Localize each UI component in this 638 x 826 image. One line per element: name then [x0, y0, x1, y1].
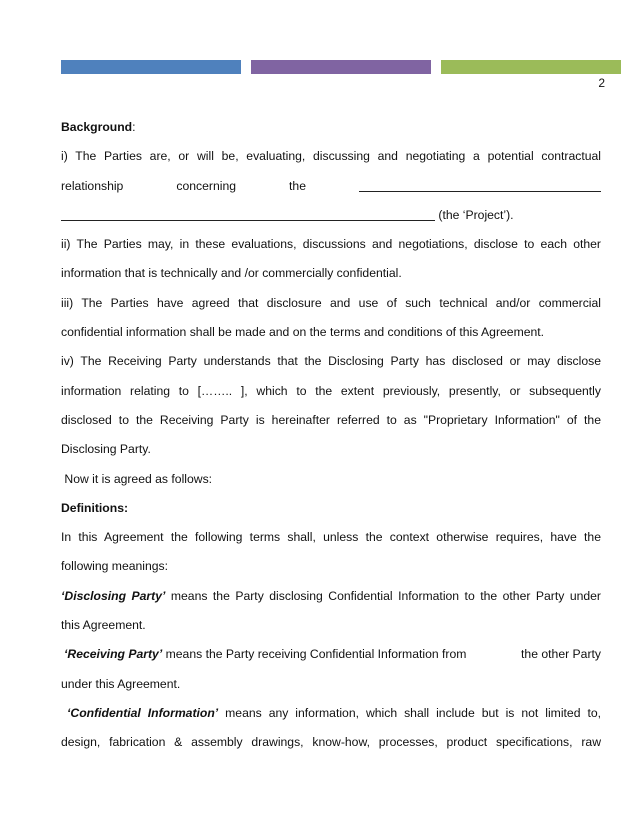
- definitions-intro-line-1: In this Agreement the following terms shall, unless the context otherwise requires, have the: [61, 530, 601, 545]
- agreed-line: Now it is agreed as follows:: [61, 471, 213, 486]
- item-iv-line-4: Disclosing Party.: [61, 442, 151, 457]
- item-iii-line-1: iii) The Parties have agreed that disclosure and use of such technical and/or commercial: [61, 295, 601, 310]
- receiving-party-definition-tail: the other Party: [521, 647, 601, 662]
- background-heading: Background: [61, 120, 133, 134]
- confidential-info-line-2: design, fabrication & assembly drawings, know-how, processes, product specifications, raw: [61, 735, 601, 750]
- item-ii-line-2: information that is technically and /or commercially confidential.: [61, 266, 402, 281]
- item-i-word-the: the: [289, 178, 306, 193]
- background-heading-line: [61, 113, 601, 142]
- document-body: [61, 113, 601, 758]
- item-i-word-concerning: concerning: [176, 178, 236, 193]
- project-blank-1: [359, 177, 601, 192]
- disclosing-party-line-1: [61, 582, 601, 611]
- item-i-word-relationship: relationship: [61, 178, 124, 193]
- item-iii-line-2: confidential information shall be made and on the terms and conditions of this Agreement.: [61, 325, 545, 340]
- receiving-party-definition: means the Party receiving Confidential Information from: [162, 647, 467, 662]
- item-i-line-3: [61, 201, 601, 230]
- definitions-intro-line-2: following meanings:: [61, 559, 169, 574]
- item-ii-line-1: ii) The Parties may, in these evaluations, discussions and negotiations, disclose to each other: [61, 237, 601, 252]
- project-label: (the ‘Project’).: [438, 207, 514, 222]
- item-i-line-1: i) The Parties are, or will be, evaluating, discussing and negotiating a potential contractual: [61, 149, 601, 164]
- confidential-info-term: ‘Confidential Information’: [67, 705, 219, 720]
- disclosing-party-term: ‘Disclosing Party’: [61, 588, 166, 603]
- header-band-purple: [251, 60, 431, 74]
- disclosing-party-definition: means the Party disclosing Confidential Information to the other Party under: [165, 588, 601, 603]
- page-number: 2: [598, 76, 605, 90]
- receiving-party-line-2: under this Agreement.: [61, 676, 181, 691]
- header-band-blue: [61, 60, 241, 74]
- disclosing-party-line-2: this Agreement.: [61, 618, 146, 633]
- confidential-info-definition: means any information, which shall include but is not limited to,: [218, 705, 601, 720]
- item-i-line-2: [61, 172, 601, 201]
- header-band-green: [441, 60, 621, 74]
- project-blank-2: [61, 206, 435, 221]
- confidential-info-line-1: [61, 699, 601, 728]
- item-iv-line-2: information relating to […….. ], which to the extent previously, presently, or subsequently: [61, 383, 601, 398]
- item-iv-line-3: disclosed to the Receiving Party is hereinafter referred to as "Proprietary Information" of the: [61, 412, 601, 427]
- background-colon: :: [132, 120, 136, 134]
- item-iv-line-1: iv) The Receiving Party understands that the Disclosing Party has disclosed or may disclose: [61, 354, 601, 369]
- receiving-party-term: ‘Receiving Party’: [64, 647, 163, 662]
- definitions-heading: Definitions:: [61, 500, 129, 515]
- receiving-party-line-1: [61, 640, 601, 669]
